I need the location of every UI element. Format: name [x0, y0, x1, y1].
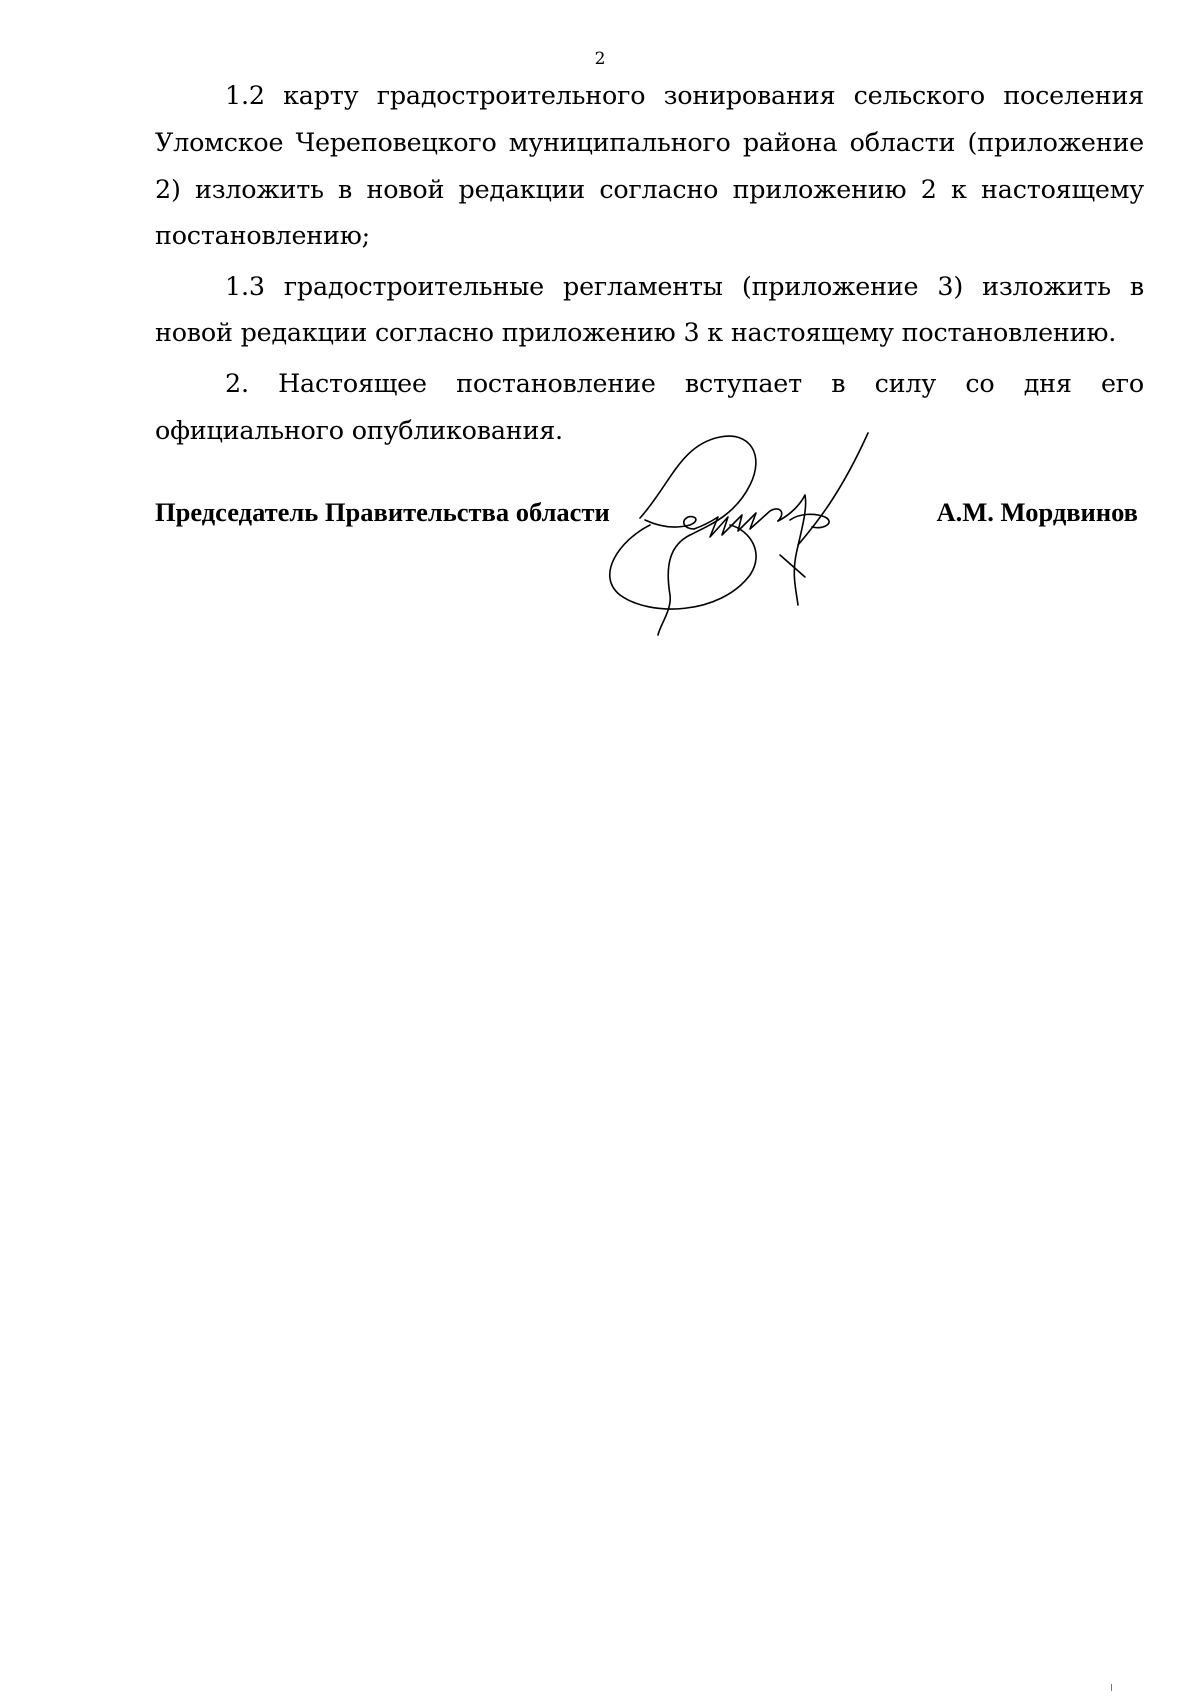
- handwritten-signature: [600, 425, 960, 640]
- page-number: 2: [594, 49, 606, 69]
- signatory-name: А.М. Мордвинов: [936, 497, 1138, 527]
- signatory-position: Председатель Правительства области: [155, 497, 610, 527]
- paragraph-1-3: 1.3 градостроительные регламенты (приложение 3) изложить в новой редакции согласно приложению 3 к настоящему постановлению.: [155, 270, 1144, 348]
- paragraph-2: 2. Настоящее постановление вступает в силу со дня его официального опубликования.: [155, 367, 1144, 445]
- scan-margin-mark: [1111, 1684, 1112, 1691]
- paragraph-1-2: 1.2 карту градостроительного зонирования сельского поселения Уломское Череповецкого муниципального района области (приложение 2) изложить в новой редакции согласно приложению 2 к настоящему постановлению;: [155, 80, 1144, 251]
- document-body: [155, 72, 1144, 457]
